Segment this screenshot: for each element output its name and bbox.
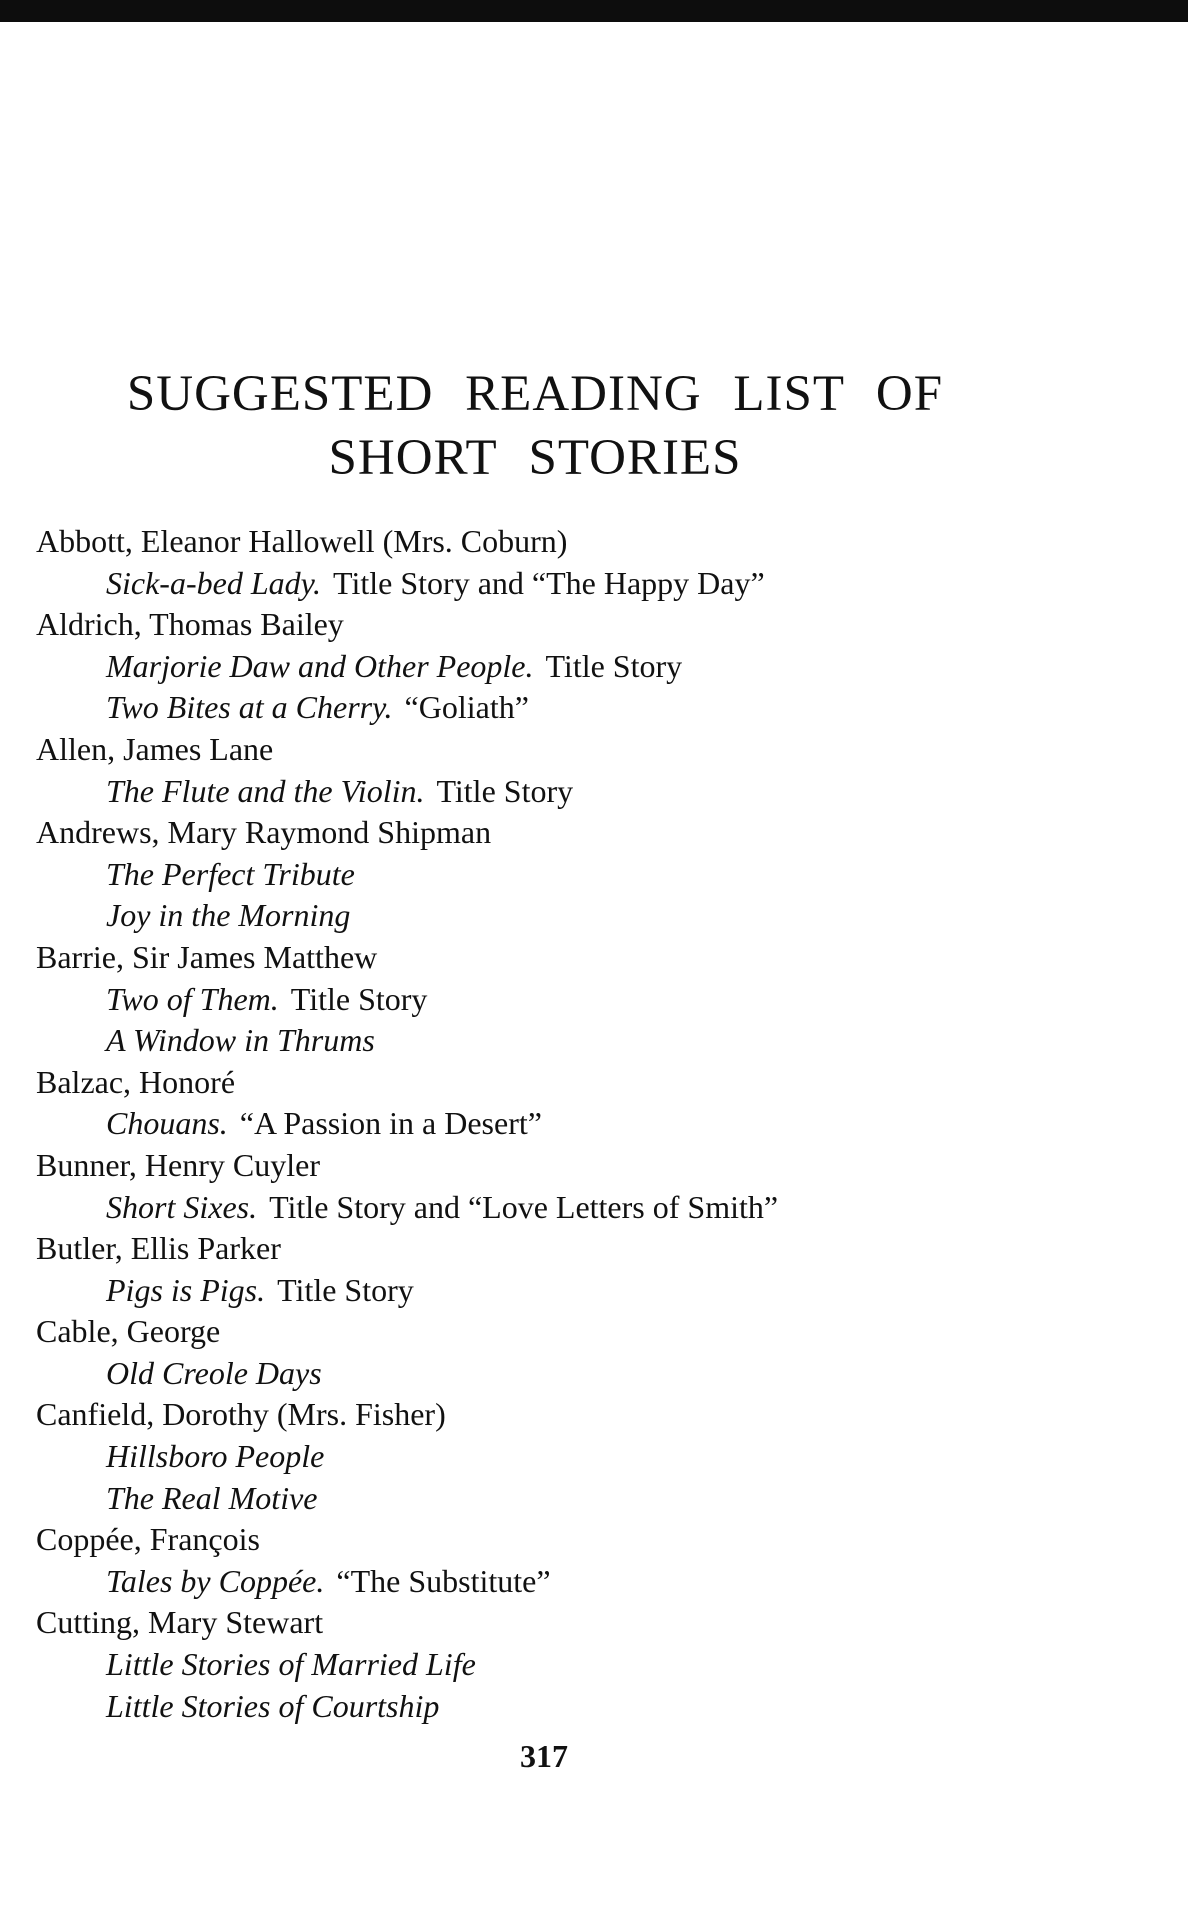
page-title-line-1: SUGGESTED READING LIST OF (126, 366, 944, 422)
work-line (36, 687, 1036, 729)
reading-list-entry (36, 812, 1036, 937)
book-title: Old Creole Days (106, 1354, 322, 1391)
author-name: Abbott, Eleanor Hallowell (Mrs. Coburn) (36, 523, 568, 559)
book-title: Joy in the Morning (106, 897, 351, 934)
work-line (36, 771, 1036, 813)
work-line (36, 1561, 1036, 1603)
book-title: Short Sixes. (106, 1188, 258, 1225)
reading-list-entry (36, 521, 1036, 604)
book-title: Pigs is Pigs. (106, 1271, 266, 1308)
author-name: Aldrich, Thomas Bailey (36, 606, 344, 643)
author-name: Canfield, Dorothy (Mrs. Fisher) (36, 1396, 446, 1433)
page-number: 317 (520, 1738, 568, 1774)
scan-top-border (0, 0, 1188, 22)
book-title: Little Stories of Married Life (106, 1646, 476, 1683)
story-note: “The Substitute” (336, 1562, 551, 1599)
book-title: Little Stories of Courtship (106, 1687, 440, 1724)
reading-list-entry (36, 1145, 1036, 1228)
work-line (36, 646, 1036, 688)
reading-list-entry (36, 937, 1036, 1062)
reading-list-entry (36, 1602, 1036, 1727)
story-note: Title Story (290, 980, 428, 1017)
story-note: Title Story (436, 772, 574, 809)
author-name: Coppée, François (36, 1521, 260, 1558)
book-title: Sick-a-bed Lady. (106, 564, 322, 601)
work-line (36, 1644, 1036, 1686)
work-line (36, 854, 1036, 896)
work-line (36, 1187, 1036, 1229)
story-note: Title Story and “Love Letters of Smith” (269, 1188, 779, 1225)
book-title: A Window in Thrums (106, 1022, 375, 1059)
reading-list-entry (36, 729, 1036, 812)
book-title: Two Bites at a Cherry. (106, 689, 393, 726)
author-name: Cutting, Mary Stewart (36, 1604, 324, 1641)
book-title: Two of Them. (106, 980, 279, 1017)
story-note: “Goliath” (404, 689, 529, 726)
reading-list-entry (36, 1519, 1036, 1602)
book-title: Tales by Coppée. (106, 1562, 325, 1599)
reading-list-entry (36, 1394, 1036, 1519)
work-line (36, 563, 1036, 605)
author-name: Barrie, Sir James Matthew (36, 938, 378, 975)
page-title-line-2: SHORT STORIES (328, 430, 742, 486)
work-line (36, 1020, 1036, 1062)
author-name: Allen, James Lane (36, 730, 274, 767)
author-name: Cable, George (36, 1313, 221, 1350)
work-line (36, 1478, 1036, 1520)
author-name: Andrews, Mary Raymond Shipman (36, 814, 492, 851)
story-note: Title Story (277, 1271, 414, 1308)
author-name: Balzac, Honoré (36, 1063, 236, 1100)
book-title: Hillsboro People (106, 1438, 325, 1475)
reading-list-entry (36, 1062, 1036, 1145)
author-name: Butler, Ellis Parker (36, 1230, 281, 1267)
book-title: Marjorie Daw and Other People. (106, 647, 534, 684)
story-note: Title Story (545, 647, 683, 684)
work-line (36, 1103, 1036, 1145)
reading-list (36, 521, 1036, 1727)
story-note: Title Story and “The Happy Day” (333, 564, 765, 601)
work-line (36, 1436, 1036, 1478)
book-title: The Real Motive (106, 1479, 318, 1516)
author-name: Bunner, Henry Cuyler (36, 1146, 320, 1183)
book-title: The Flute and the Violin. (106, 772, 425, 809)
work-line (36, 1270, 1036, 1312)
reading-list-entry (36, 1228, 1036, 1311)
page-title (0, 362, 1070, 490)
work-line (36, 895, 1036, 937)
reading-list-entry (36, 1311, 1036, 1394)
story-note: “A Passion in a Desert” (239, 1105, 542, 1142)
work-line (36, 979, 1036, 1021)
work-line (36, 1686, 1036, 1728)
book-title: The Perfect Tribute (106, 855, 355, 892)
work-line (36, 1353, 1036, 1395)
reading-list-entry (36, 604, 1036, 729)
book-title: Chouans. (106, 1105, 228, 1142)
